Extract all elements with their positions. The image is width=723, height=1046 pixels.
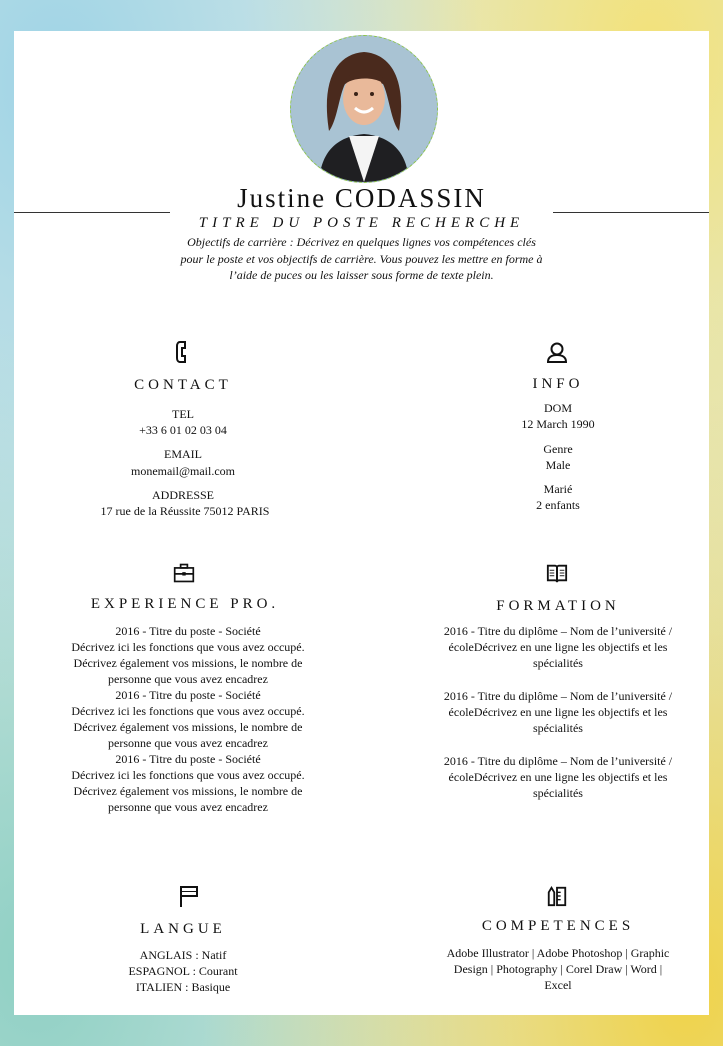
flag-icon [178, 884, 200, 913]
langue-title: LANGUE [140, 921, 226, 937]
career-objective: Objectifs de carrière : Décrivez en quelques lignes vos compétences clés pour le poste et vos objectifs de carrière. Vous pouvez les mettre en forme à l’aide de puces ou les laisser sous forme de texte plein. [180, 235, 543, 282]
email-label: EMAIL [164, 447, 202, 461]
book-icon [546, 561, 568, 590]
tools-icon [546, 884, 568, 913]
dob-label: DOM [543, 401, 572, 415]
email-value: monemail@mail.com [130, 464, 236, 478]
formation-title: FORMATION [496, 598, 620, 614]
dob-value: 12 March 1990 [521, 417, 595, 431]
language-item: ITALIEN : Basique [135, 980, 231, 994]
experience-heading: 2016 - Titre du poste - Société [115, 688, 261, 702]
experience-title: EXPERIENCE PRO. [90, 596, 280, 612]
phone-icon [174, 340, 196, 369]
profile-photo [290, 35, 438, 183]
marital-value: 2 enfants [536, 498, 580, 512]
experience-item [70, 687, 306, 751]
language-item: ESPAGNOL : Courant [128, 964, 238, 978]
experience-heading: 2016 - Titre du poste - Société [115, 752, 261, 766]
contact-title: CONTACT [134, 377, 232, 393]
experience-desc: Décrivez ici les fonctions que vous avez occupé. Décrivez également vos missions, le nombre de personne que vous avez encadrez [71, 704, 305, 750]
competences-title: COMPETENCES [481, 918, 635, 934]
user-icon [546, 340, 568, 369]
gender-value: Male [545, 458, 571, 472]
briefcase-icon [173, 561, 195, 590]
info-title: INFO [532, 376, 584, 392]
experience-item [70, 623, 306, 687]
language-item: ANGLAIS : Natif [139, 948, 227, 962]
gender-label: Genre [543, 442, 573, 456]
formation-item: 2016 - Titre du diplôme – Nom de l’université / écoleDécrivez en une ligne les objectifs et les spécialités [443, 754, 673, 800]
formation-item: 2016 - Titre du diplôme – Nom de l’université / écoleDécrivez en une ligne les objectifs et les spécialités [443, 624, 673, 670]
address-label: ADDRESSE [151, 488, 214, 502]
experience-desc: Décrivez ici les fonctions que vous avez occupé. Décrivez également vos missions, le nombre de personne que vous avez encadrez [71, 640, 305, 686]
marital-label: Marié [543, 482, 573, 496]
experience-desc: Décrivez ici les fonctions que vous avez occupé. Décrivez également vos missions, le nombre de personne que vous avez encadrez [71, 768, 305, 814]
skills-text: Adobe Illustrator | Adobe Photoshop | Graphic Design | Photography | Corel Draw | Word | Excel [446, 946, 670, 992]
experience-list [70, 623, 306, 815]
address-value: 17 rue de la Réussite 75012 PARIS [100, 504, 270, 518]
tel-label: TEL [172, 407, 194, 421]
formation-item: 2016 - Titre du diplôme – Nom de l’université / écoleDécrivez en une ligne les objectifs et les spécialités [443, 689, 673, 735]
experience-heading: 2016 - Titre du poste - Société [115, 624, 261, 638]
experience-item [70, 751, 306, 815]
job-title: TITRE DU POSTE RECHERCHE [198, 215, 525, 231]
tel-value: +33 6 01 02 03 04 [139, 423, 227, 437]
candidate-name: Justine CODASSIN [237, 183, 486, 213]
